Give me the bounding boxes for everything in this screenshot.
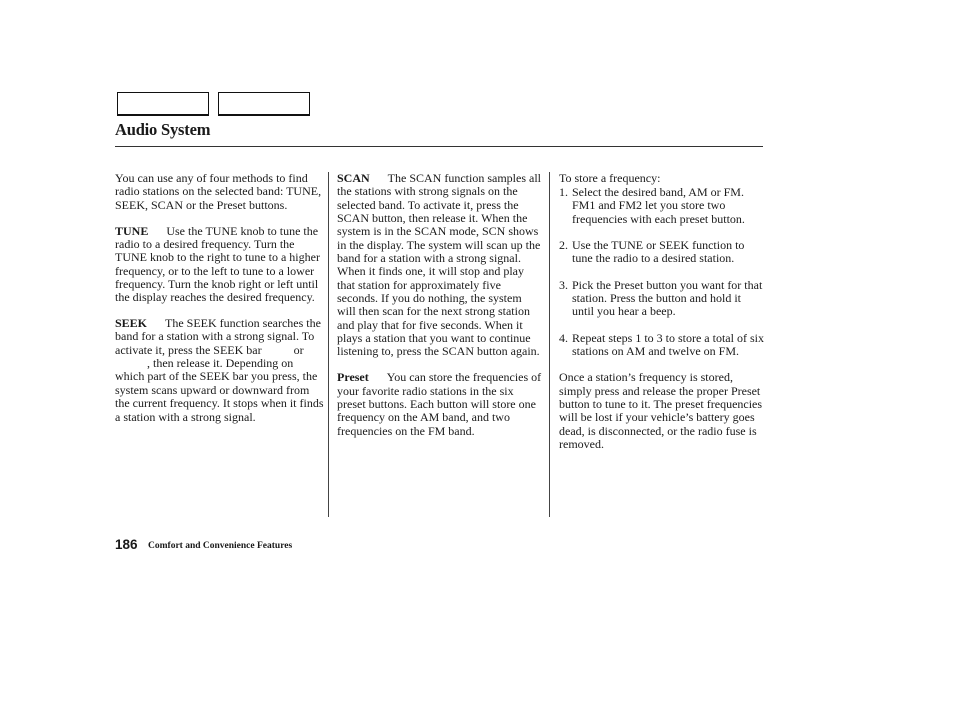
step-text: Repeat steps 1 to 3 to store a total of six stations on AM and twelve on FM. xyxy=(572,330,764,358)
column-3 xyxy=(559,172,765,464)
store-steps-list xyxy=(559,186,765,358)
step-number: 1. xyxy=(559,184,568,199)
store-intro: To store a frequency: xyxy=(559,171,661,185)
intro-paragraph: You can use any of four methods to find radio stations on the selected band: TUNE, SEEK, SCAN or the Preset buttons. xyxy=(115,171,322,212)
step-number: 2. xyxy=(559,237,568,252)
step-text: Pick the Preset button you want for that station. Press the button and hold it until you hear a beep. xyxy=(572,277,763,319)
seek-paragraph xyxy=(115,317,325,424)
column-divider-2 xyxy=(549,172,550,517)
tune-text: Use the TUNE knob to tune the radio to a desired frequency. Turn the TUNE knob to the right to tune to a higher frequency, or to the left to tune to a lower frequency. Turn the knob right or left until the display reaches the desired frequency. xyxy=(115,223,320,305)
step-number: 3. xyxy=(559,277,568,292)
scan-paragraph xyxy=(337,172,543,359)
tune-paragraph xyxy=(115,225,325,305)
page-number: 186 xyxy=(115,537,138,552)
step-text: Use the TUNE or SEEK function to tune the radio to a desired station. xyxy=(572,237,745,266)
seek-or: or xyxy=(293,342,304,357)
preset-paragraph xyxy=(337,371,543,438)
page-title: Audio System xyxy=(115,120,211,139)
title-rule xyxy=(115,146,763,147)
list-item xyxy=(559,332,765,359)
scan-term: SCAN xyxy=(337,171,370,185)
step-number: 4. xyxy=(559,330,568,345)
scan-text: The SCAN function samples all the stations with strong signals on the selected band. To activate it, press the SCAN button, then release it. When the system is in the SCAN mode, SCN shows in the display. The system will scan up the band for a station with a strong signal. When it finds one, it will stop and play that station for approximately five seconds. If you do nothing, the system will then scan for the next strong station and play that for five seconds. When it plays a station that you want to continue listening to, press the SCAN button again. xyxy=(337,171,541,359)
preset-text: You can store the frequencies of your favorite radio stations in the six preset buttons. Each button will store one frequency on the AM band, and two frequencies on the FM band. xyxy=(337,370,542,438)
seek-term: SEEK xyxy=(115,316,148,331)
step-text: Select the desired band, AM or FM. FM1 and FM2 let you store two frequencies with each preset button. xyxy=(572,184,745,226)
list-item xyxy=(559,279,765,319)
column-2 xyxy=(337,172,543,451)
section-name: Comfort and Convenience Features xyxy=(148,541,293,551)
header-tab-box-2 xyxy=(218,92,310,116)
preset-term: Preset xyxy=(337,370,369,385)
closing-paragraph: Once a station’s frequency is stored, simply press and release the proper Preset button to tune to it. The preset frequencies will be lost if your vehicle’s battery goes dead, is disconnected, or the radio fuse is removed. xyxy=(559,370,763,451)
seek-text-a: The SEEK function searches the band for a station with a strong signal. To activate it, press the SEEK bar xyxy=(115,316,321,357)
column-divider-1 xyxy=(328,172,329,517)
tune-term: TUNE xyxy=(115,223,149,238)
list-item xyxy=(559,239,765,266)
column-1 xyxy=(115,172,325,436)
seek-text-b: , then release it. Depending on which part of the SEEK bar you press, the system scans upward or downward from the current frequency. It stops when it finds a station with a strong signal. xyxy=(115,356,324,424)
header-tab-box-1 xyxy=(117,92,209,116)
list-item xyxy=(559,186,765,226)
